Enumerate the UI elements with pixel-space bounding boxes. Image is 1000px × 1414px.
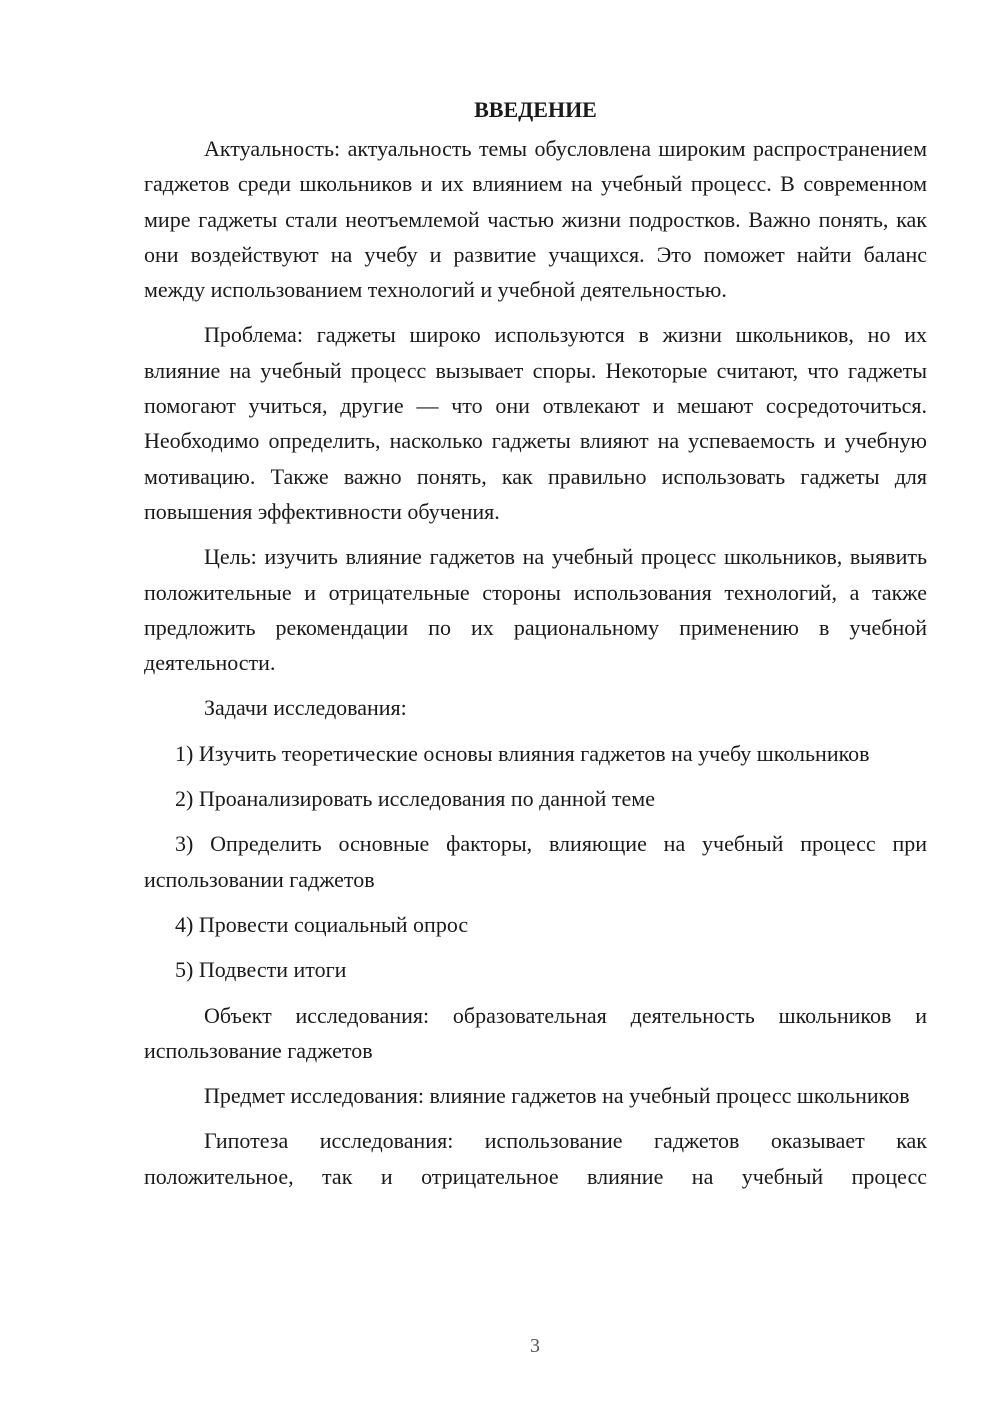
task-item-2: 2) Проанализировать исследования по данной теме	[175, 786, 655, 812]
task-item-1: 1) Изучить теоретические основы влияния гаджетов на учебу школьников	[175, 740, 870, 766]
page-content	[144, 92, 927, 1194]
section-heading: ВВЕДЕНИЕ	[474, 97, 597, 122]
task-item-4: 4) Провести социальный опрос	[175, 911, 469, 937]
object-paragraph: Объект исследования: образовательная деятельность школьников и использование гаджетов	[144, 1002, 927, 1063]
hypothesis-paragraph: Гипотеза исследования: использование гаджетов оказывает как положительное, так и отрицательное влияние на учебный процесс	[144, 1128, 927, 1189]
goal-paragraph: Цель: изучить влияние гаджетов на учебный процесс школьников, выявить положительные и отрицательные стороны использования технологий, а также предложить рекомендации по их рациональному применению в учебной деятельности.	[144, 544, 927, 676]
task-item-3: 3) Определить основные факторы, влияющие на учебный процесс при использовании гаджетов	[144, 831, 927, 892]
problem-paragraph: Проблема: гаджеты широко используются в жизни школьников, но их влияние на учебный процесс вызывает споры. Некоторые считают, что гаджеты помогают учиться, другие — что они отвлекают и мешают сосредоточиться. Необходимо определить, насколько гаджеты влияют на успеваемость и учебную мотивацию. Также важно понять, как правильно использовать гаджеты для повышения эффективности обучения.	[144, 322, 927, 524]
relevance-paragraph: Актуальность: актуальность темы обусловлена широким распространением гаджетов среди школьников и их влиянием на учебный процесс. В современном мире гаджеты стали неотъемлемой частью жизни подростков. Важно понять, как они воздействуют на учебу и развитие учащихся. Это поможет найти баланс между использованием технологий и учебной деятельностью.	[144, 136, 927, 303]
tasks-label: Задачи исследования:	[204, 695, 407, 721]
task-item-5: 5) Подвести итоги	[175, 957, 347, 983]
page-number: 3	[530, 1335, 540, 1357]
subject-paragraph: Предмет исследования: влияние гаджетов на учебный процесс школьников	[204, 1083, 910, 1109]
